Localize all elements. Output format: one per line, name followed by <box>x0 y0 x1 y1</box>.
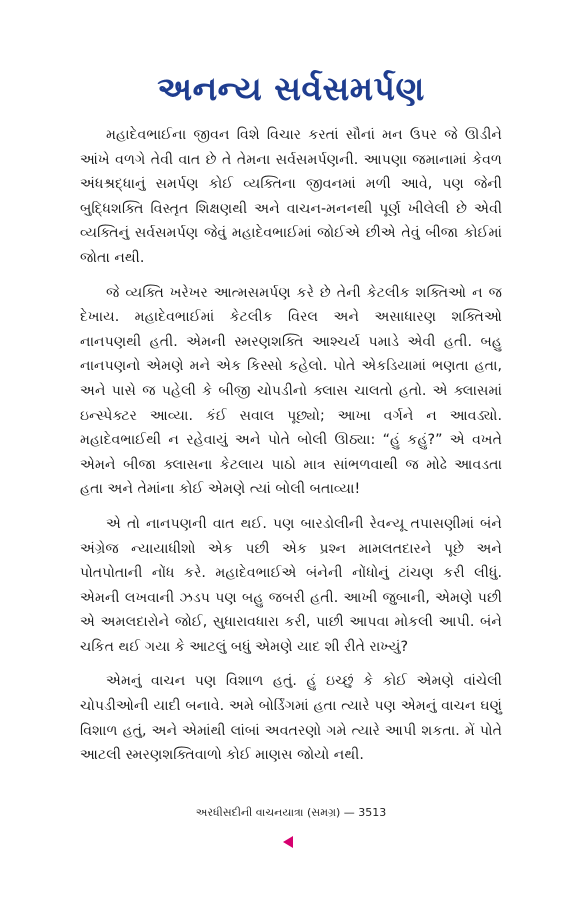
page-title: અનન્ય સર્વસમર્પણ <box>157 69 425 108</box>
page-footer: અરધીસદીની વાચનયાત્રા (સમગ્ર) — 3513 <box>195 806 387 819</box>
paragraph-4: એમનું વાચન પણ વિશાળ હતું. હું ઇચ્છું કે કોઈ એમણે વાંચેલી ચોપડીઓની યાદી બનાવે. અમે બોર્ડિંગમાં હતા ત્યારે પણ એમનું વાચન ઘણું વિશાળ હતું, અને એમાંથી લાંબાં અવતરણો ગમે ત્યારે આપી શકતા. મેં પોતે આટલી સ્મરણશક્તિવાળો કોઈ માણસ જોયો નથી. <box>80 673 502 764</box>
previous-page-arrow-icon[interactable] <box>283 836 293 848</box>
paragraph-3: એ તો નાનપણની વાત થઈ. પણ બારડોલીની રેવન્યૂ તપાસણીમાં બંને અંગ્રેજ ન્યાયાધીશો એક પછી એક પ્રશ્ન મામલતદારને પૂછે અને પોતપોતાની નોંધ કરે. મહાદેવભાઈએ બંનેની નોંધોનું ટાંચણ કરી લીધું. એમની લખવાની ઝડપ પણ બહુ જબરી હતી. આખી જુબાની, એમણે પછી એ અમલદારોને જોઈ, સુધારાવધારા કરી, પાછી આપવા મોકલી આપી. બંને ચકિત થઈ ગયા કે આટલું બધું એમણે યાદ શી રીતે રાખ્યું? <box>80 515 502 655</box>
article-body <box>80 123 502 778</box>
paragraph-1: મહાદેવભાઈના જીવન વિશે વિચાર કરતાં સૌનાં મન ઉપર જે ઊડીને આંખે વળગે તેવી વાત છે તે તેમના સર્વસમર્પણની. આપણા જમાનામાં કેવળ અંધશ્રદ્ધાનું સમર્પણ કોઈ વ્યક્તિના જીવનમાં મળી આવે, પણ જેની બુદ્ધિશક્તિ વિસ્તૃત શિક્ષણથી અને વાચન-મનનથી પૂર્ણ ખીલેલી છે એવી વ્યક્તિનું સર્વસમર્પણ જેવું મહાદેવભાઈમાં જોઈએ છીએ તેવું બીજા કોઈમાં જોતા નથી. <box>80 127 502 266</box>
paragraph-2: જે વ્યક્તિ ખરેખર આત્મસમર્પણ કરે છે તેની કેટલીક શક્તિઓ ન જ દેખાય. મહાદેવભાઈમાં કેટલીક વિરલ અને અસાધારણ શક્તિઓ નાનપણથી હતી. એમની સ્મરણશક્તિ આશ્ચર્ય પમાડે એવી હતી. બહુ નાનપણનો એમણે મને એક કિસ્સો કહેલો. પોતે એકડિયામાં ભણતા હતા, અને પાસે જ પહેલી કે બીજી ચોપડીનો ક્લાસ ચાલતો હતો. એ ક્લાસમાં ઇન્સ્પેક્ટર આવ્યા. કંઈ સવાલ પૂછ્યો; આખા વર્ગને ન આવડ્યો. મહાદેવભાઈથી ન રહેવાયું અને પોતે બોલી ઊઠ્યા: “હું કહું?” એ વખતે એમને બીજા ક્લાસના કેટલાય પાઠો માત્ર સાંભળવાથી જ મોઢે આવડતા હતા અને તેમાંના કોઈ એમણે ત્યાં બોલી બતાવ્યા! <box>80 284 502 498</box>
